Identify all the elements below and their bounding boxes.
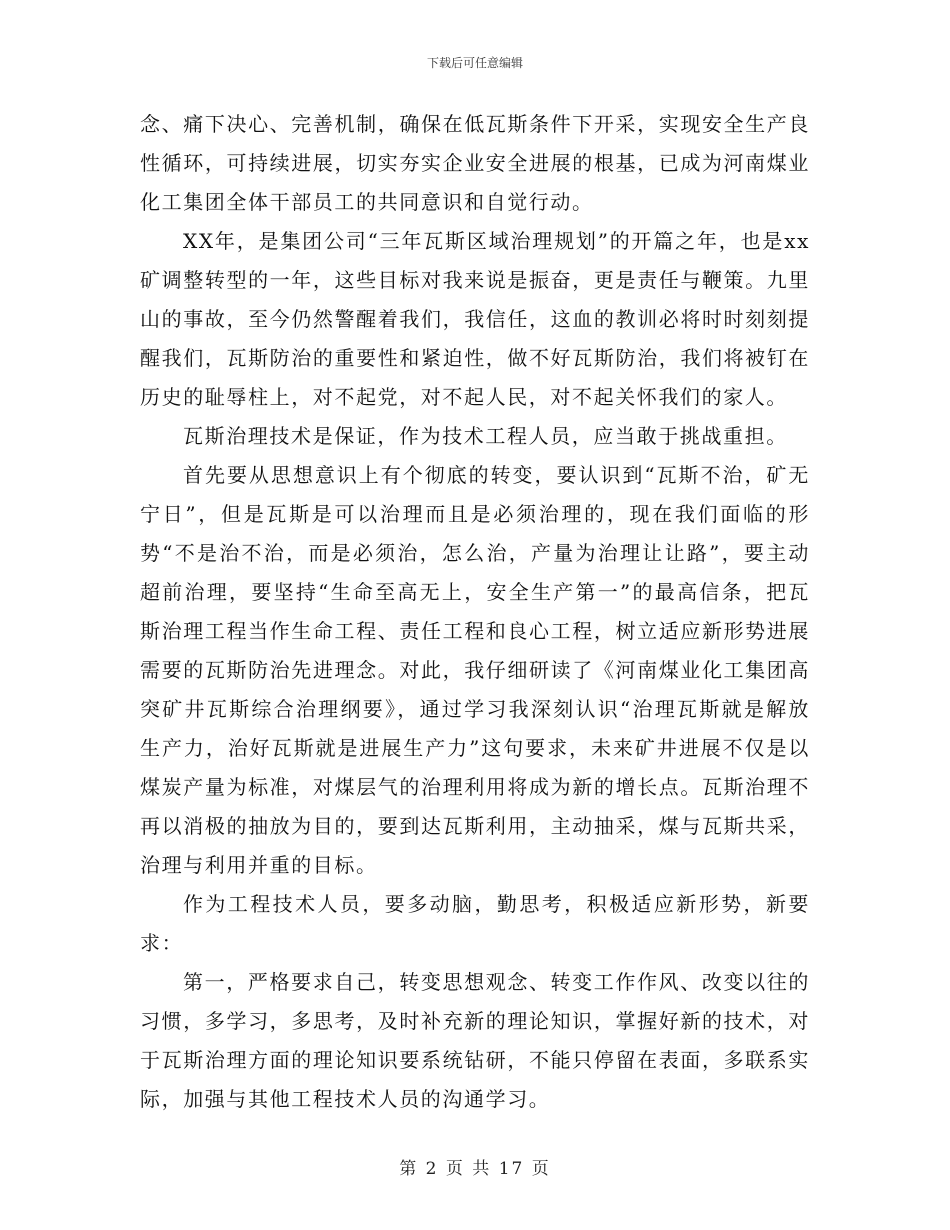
page-footer: [0, 1154, 950, 1179]
document-body: [140, 105, 810, 1119]
page-number-prefix: 第: [399, 1159, 419, 1179]
current-page-number: 2: [425, 1159, 439, 1179]
page-number-suffix: 页: [531, 1159, 551, 1179]
total-page-count: 17: [498, 1159, 525, 1179]
paragraph-5: 作为工程技术人员，要多动脑，勤思考，积极适应新形势，新要求：: [140, 892, 810, 955]
paragraph-1: 念、痛下决心、完善机制，确保在低瓦斯条件下开采，实现安全生产良性循环，可持续进展，切实夯实企业安全进展的根基，已成为河南煤业化工集团全体干部员工的共同意识和自觉行动。: [140, 112, 810, 214]
paragraph-4: 首先要从思想意识上有个彻底的转变，要认识到“瓦斯不治，矿无宁日”，但是瓦斯是可以治理而且是必须治理的，现在我们面临的形势“不是治不治，而是必须治，怎么治，产量为治理让让路”，要主动超前治理，要坚持“生命至高无上，安全生产第一”的最高信条，把瓦斯治理工程当作生命工程、责任工程和良心工程，树立适应新形势进展需要的瓦斯防治先进理念。对此，我仔细研读了《河南煤业化工集团高突矿井瓦斯综合治理纲要》，通过学习我深刻认识“治理瓦斯就是解放生产力，治好瓦斯就是进展生产力”这句要求，未来矿井进展不仅是以煤炭产量为标准，对煤层气的治理利用将成为新的增长点。瓦斯治理不再以消极的抽放为目的，要到达瓦斯利用，主动抽采，煤与瓦斯共采，治理与利用并重的目标。: [140, 463, 810, 877]
page-number-middle: 页 共: [445, 1159, 492, 1179]
paragraph-2: XX年，是集团公司“三年瓦斯区域治理规划”的开篇之年，也是xx矿调整转型的一年，这些目标对我来说是振奋，更是责任与鞭策。九里山的事故，至今仍然警醒着我们，我信任，这血的教训必将时时刻刻提醒我们，瓦斯防治的重要性和紧迫性，做不好瓦斯防治，我们将被钉在历史的耻辱柱上，对不起党，对不起人民，对不起关怀我们的家人。: [140, 229, 810, 409]
paragraph-6: 第一，严格要求自己，转变思想观念、转变工作作风、改变以往的习惯，多学习，多思考，及时补充新的理论知识，掌握好新的技术，对于瓦斯治理方面的理论知识要系统钻研，不能只停留在表面，多联系实际，加强与其他工程技术人员的沟通学习。: [140, 970, 810, 1111]
page-header: 下载后可任意编辑: [426, 56, 523, 70]
paragraph-3: 瓦斯治理技术是保证，作为技术工程人员，应当敢于挑战重担。: [183, 424, 788, 448]
